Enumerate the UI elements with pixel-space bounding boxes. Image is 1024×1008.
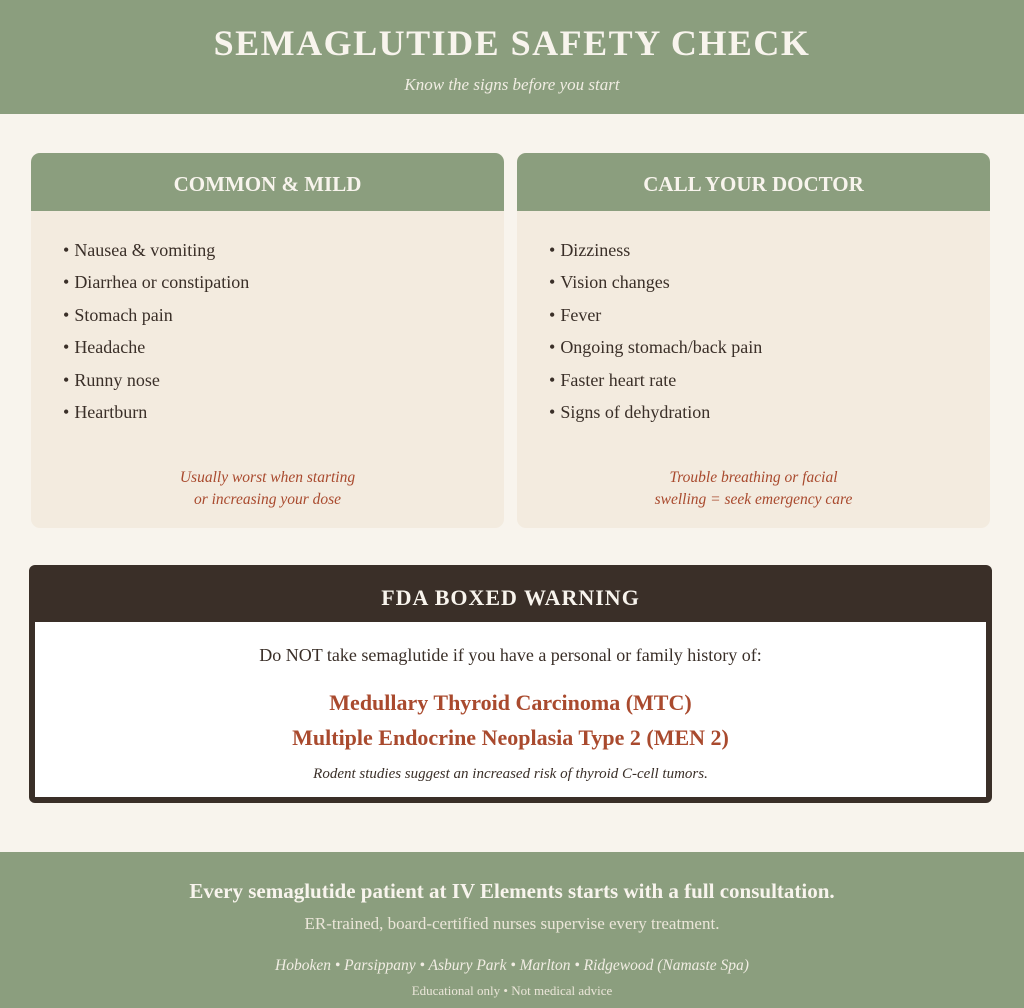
list-item: • Nausea & vomiting [63,239,249,271]
call-doctor-note [517,467,990,511]
header-banner [0,0,1024,114]
rodent-study-note: Rodent studies suggest an increased risk of thyroid C-cell tumors. [313,766,708,782]
page-subtitle: Know the signs before you start [404,75,620,94]
footer-subtext: ER-trained, board-certified nurses supervise every treatment. [304,914,720,933]
note-line: Usually worst when starting [179,469,356,486]
condition-mtc: Medullary Thyroid Carcinoma (MTC) [329,690,692,715]
call-doctor-title: CALL YOUR DOCTOR [517,153,990,211]
note-line: or increasing your dose [193,491,342,508]
note-line: swelling = seek emergency care [654,491,853,508]
footer-locations: Hoboken • Parsippany • Asbury Park • Marlton • Ridgewood (Namaste Spa) [275,957,749,974]
boxed-warning-title: FDA BOXED WARNING [381,585,640,610]
condition-men2: Multiple Endocrine Neoplasia Type 2 (MEN 2) [292,725,729,750]
call-doctor-card [517,153,990,528]
fda-boxed-warning [29,565,992,803]
boxed-warning-intro: Do NOT take semaglutide if you have a personal or family history of: [259,645,762,665]
list-item: • Faster heart rate [549,369,762,401]
common-mild-card [31,153,504,528]
footer-headline: Every semaglutide patient at IV Elements starts with a full consultation. [189,879,835,903]
doctor-symptom-list [549,239,762,433]
footer-banner [0,852,1024,1008]
footer-disclaimer: Educational only • Not medical advice [411,983,613,998]
common-mild-note [31,467,504,511]
page-title: SEMAGLUTIDE SAFETY CHECK [213,23,811,63]
list-item: • Runny nose [63,369,249,401]
list-item: • Ongoing stomach/back pain [549,336,762,368]
list-item: • Signs of dehydration [549,401,762,433]
common-mild-title: COMMON & MILD [31,153,504,211]
boxed-warning-body [35,622,986,797]
common-symptom-list [63,239,249,433]
list-item: • Diarrhea or constipation [63,271,249,303]
list-item: • Vision changes [549,271,762,303]
list-item: • Headache [63,336,249,368]
list-item: • Stomach pain [63,304,249,336]
list-item: • Heartburn [63,401,249,433]
note-line: Trouble breathing or facial [669,469,838,486]
list-item: • Fever [549,304,762,336]
list-item: • Dizziness [549,239,762,271]
